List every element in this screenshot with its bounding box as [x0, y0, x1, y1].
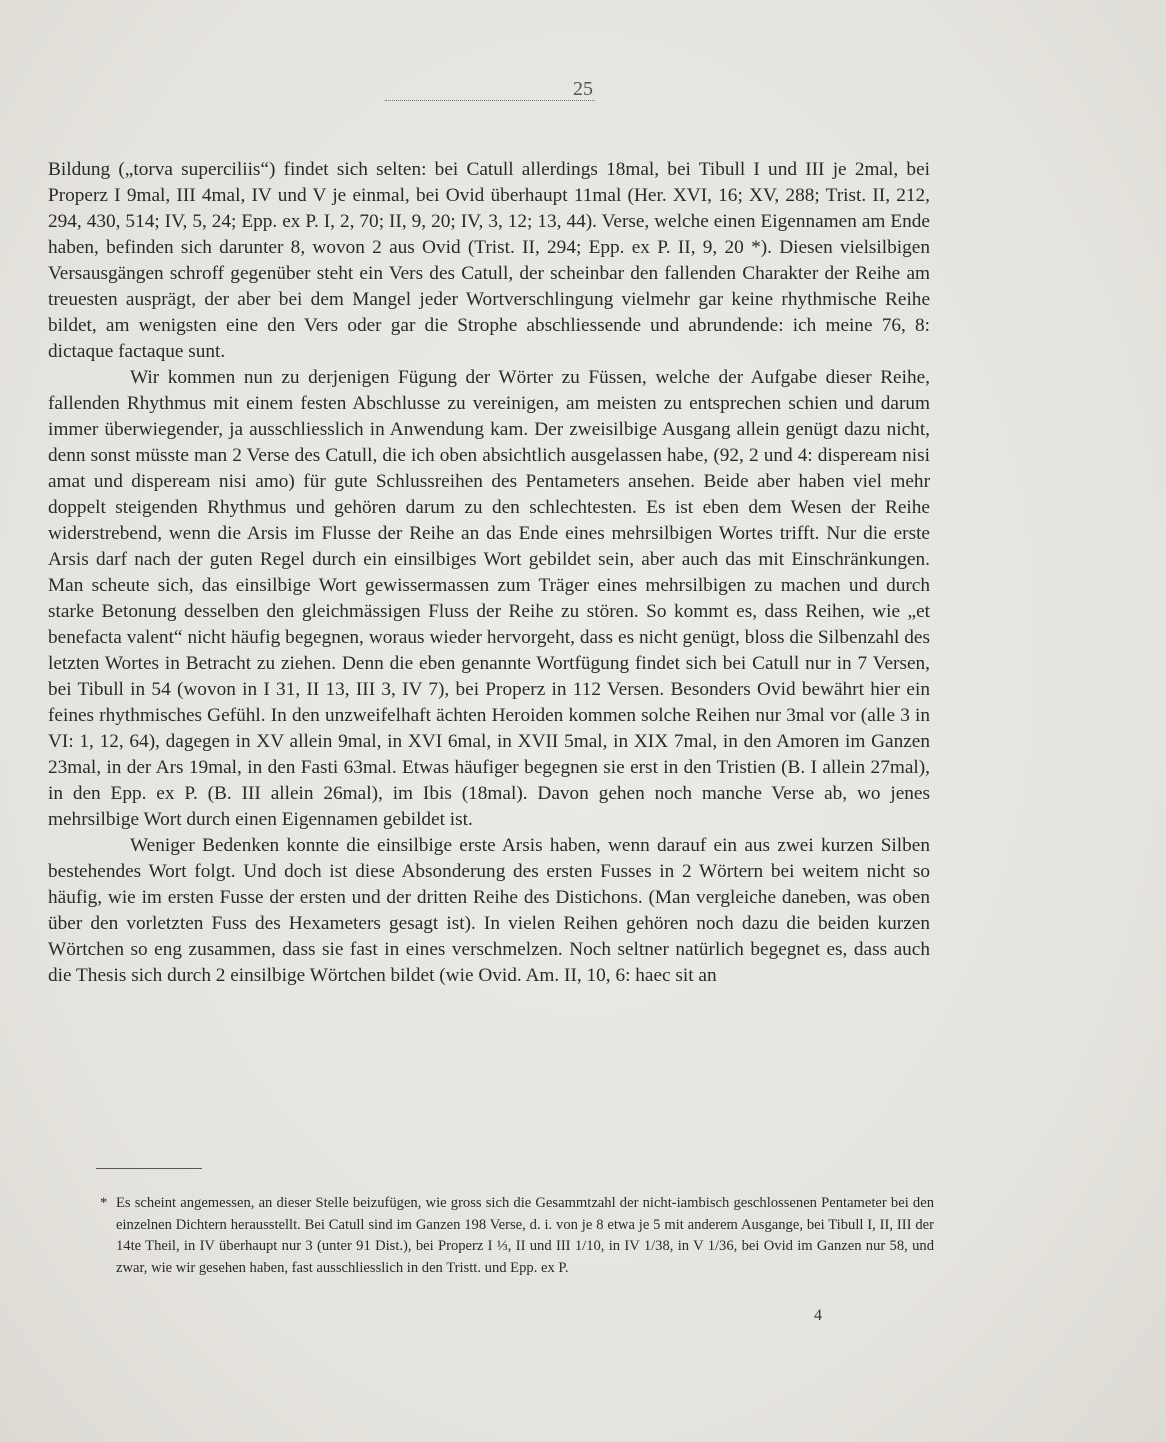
paragraph: Weniger Bedenken konnte die einsilbige erste Arsis haben, wenn darauf ein aus zwei kurzen Silben bestehendes Wort folgt. Und doch ist diese Absonderung des ersten Fusses in 2 Wörtern bei weitem nicht so häufig, wie im ersten Fusse der ersten und der dritten Reihe des Distichons. (Man vergleiche daneben, was oben über den vorletzten Fuss des Hexameters gesagt ist). In vielen Reihen gehören noch dazu die beiden kurzen Wörtchen so eng zusammen, dass sie fast in eines verschmelzen. Noch seltner natürlich begegnet es, dass auch die Thesis sich durch 2 einsilbige Wörtchen bildet (wie Ovid. Am. II, 10, 6: haec sit an	[48, 835, 930, 986]
footnote	[100, 1193, 934, 1279]
signature-mark: 4	[814, 1307, 822, 1324]
body-text	[48, 157, 930, 989]
page-number: 25	[573, 78, 593, 100]
footnote-rule	[96, 1168, 202, 1169]
paragraph: Wir kommen nun zu derjenigen Fügung der Wörter zu Füssen, welche der Aufgabe dieser Reihe, fallenden Rhythmus mit einem festen Abschlusse zu vereinigen, am meisten zu entsprechen schien und darum immer überwiegender, ja ausschliesslich in Anwendung kam. Der zweisilbige Ausgang allein genügt dazu nicht, denn sonst müsste man 2 Verse des Catull, die ich oben absichtlich ausgelassen habe, (92, 2 und 4: dispeream nisi amat und dispeream nisi amo) für gute Schlussreihen des Pentameters ansehen. Beide aber haben viel mehr doppelt steigenden Rhythmus und gehören darum zu den schlechtesten. Es ist eben dem Wesen der Reihe widerstrebend, wenn die Arsis im Flusse der Reihe an das Ende eines mehrsilbigen Wortes trifft. Nur die erste Arsis darf nach der guten Regel durch ein einsilbiges Wort gebildet sein, aber auch das mit Einschränkungen. Man scheute sich, das einsilbige Wort gewissermassen zum Träger eines mehrsilbigen zu machen und durch starke Betonung desselben den gleichmässigen Fluss der Reihe zu stören. So kommt es, dass Reihen, wie „et benefacta valent“ nicht häufig begegnen, woraus wieder hervorgeht, dass es nicht genügt, bloss die Silbenzahl des letzten Wortes in Betracht zu ziehen. Denn die eben genannte Wortfügung findet sich bei Catull nur in 7 Versen, bei Tibull in 54 (wovon in I 31, II 13, III 3, IV 7), bei Properz in 112 Versen. Besonders Ovid bewährt hier ein feines rhythmisches Gefühl. In den unzweifelhaft ächten Heroiden kommen solche Reihen nur 3mal vor (alle 3 in VI: 1, 12, 64), dagegen in XV allein 9mal, in XVI 6mal, in XVII 5mal, in XIX 7mal, in den Amoren im Ganzen 23mal, in der Ars 19mal, in den Fasti 63mal. Etwas häufiger begegnen sie erst in den Tristien (B. I allein 27mal), in den Epp. ex P. (B. III allein 26mal), im Ibis (18mal). Davon gehen noch manche Verse ab, wo jenes mehrsilbige Wort durch einen Eigennamen gebildet ist.	[48, 367, 930, 830]
footnote-marker: *	[100, 1195, 108, 1211]
header-ornament	[385, 100, 595, 107]
paragraph: Bildung („torva superciliis“) findet sich selten: bei Catull allerdings 18mal, bei Tibull I und III je 2mal, bei Properz I 9mal, III 4mal, IV und V je einmal, bei Ovid überhaupt 11mal (Her. XVI, 16; XV, 288; Trist. II, 212, 294, 430, 514; IV, 5, 24; Epp. ex P. I, 2, 70; II, 9, 20; IV, 3, 12; 13, 44). Verse, welche einen Eigennamen am Ende haben, befinden sich darunter 8, wovon 2 aus Ovid (Trist. II, 294; Epp. ex P. II, 9, 20 *). Diesen vielsilbigen Versausgängen schroff gegenüber steht ein Vers des Catull, der scheinbar den fallenden Charakter der Reihe am treuesten ausprägt, der aber bei dem Mangel jeder Wortverschlingung vielmehr gar keine rhythmische Reihe bildet, am wenigsten eine den Vers oder gar die Strophe abschliessende und abrundende: ich meine 76, 8: dictaque factaque sunt.	[48, 159, 930, 362]
footnote-text: Es scheint angemessen, an dieser Stelle beizufügen, wie gross sich die Gesammtzahl der nicht-iambisch geschlossenen Pentameter bei den einzelnen Dichtern herausstellt. Bei Catull sind im Ganzen 198 Verse, d. i. von je 8 etwa je 5 mit anderem Ausgange, bei Tibull I, II, III der 14te Theil, in IV überhaupt nur 3 (unter 91 Dist.), bei Properz I ⅓, II und III 1/10, in IV 1/38, in V 1/36, bei Ovid im Ganzen nur 58, und zwar, wie wir gesehen haben, fast ausschliesslich in den Tristt. und Epp. ex P.	[116, 1195, 934, 1276]
